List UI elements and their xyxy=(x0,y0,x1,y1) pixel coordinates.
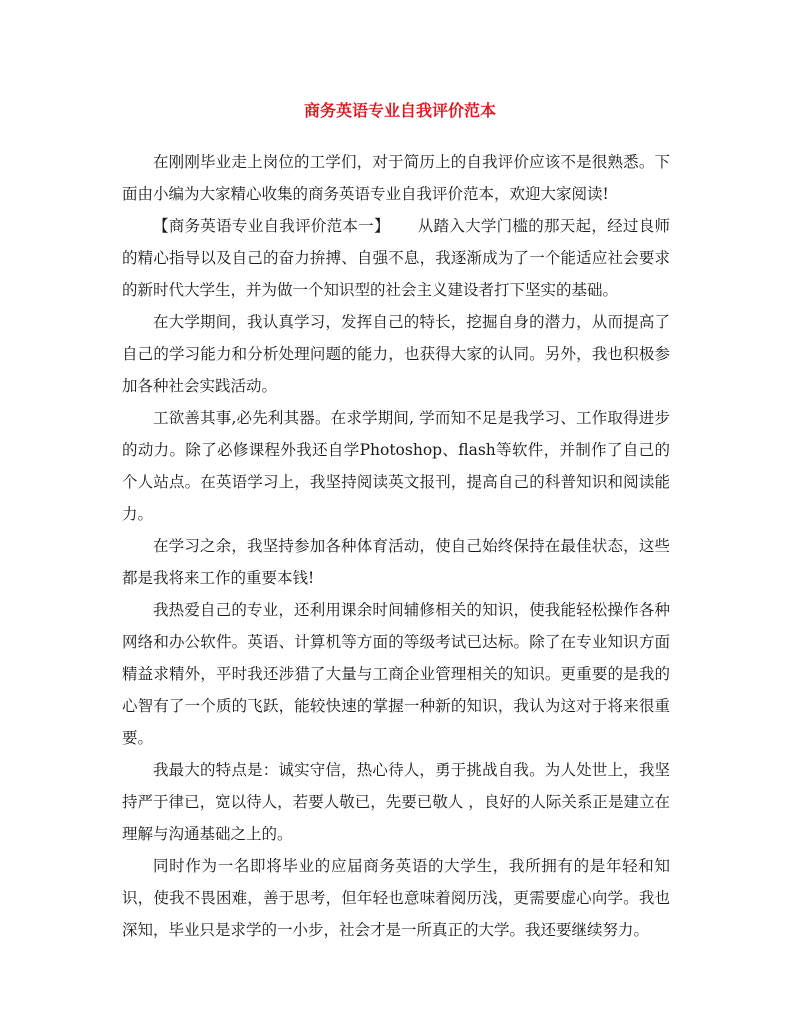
body-paragraph: 在大学期间，我认真学习，发挥自己的特长，挖掘自身的潜力，从而提高了自己的学习能力和分析处理问题的能力，也获得大家的认同。另外，我也积极参加各种社会实践活动。 xyxy=(122,313,670,395)
body-paragraph: 在学习之余，我坚持参加各种体育活动，使自己始终保持在最佳状态，这些都是我将来工作的重要本钱! xyxy=(122,537,670,587)
body-paragraph: 工欲善其事,必先利其器。在求学期间, 学而知不足是我学习、工作取得进步的动力。除了必修课程外我还自学Photoshop、flash等软件，并制作了自己的个人站点。在英语学习上，我坚持阅读英文报刊，提高自己的科普知识和阅读能力。 xyxy=(122,409,670,523)
document-body xyxy=(122,146,670,946)
body-paragraph: 我热爱自己的专业，还利用课余时间辅修相关的知识，使我能轻松操作各种网络和办公软件。英语、计算机等方面的等级考试已达标。除了在专业知识方面精益求精外，平时我还涉猎了大量与工商企业管理相关的知识。更重要的是我的心智有了一个质的飞跃，能较快速的掌握一种新的知识，我认为这对于将来很重要。 xyxy=(122,601,670,747)
body-paragraph: 我最大的特点是：诚实守信，热心待人，勇于挑战自我。为人处世上，我坚持严于律已，宽以待人，若要人敬已，先要已敬人 ，良好的人际关系正是建立在理解与沟通基础之上的。 xyxy=(122,761,670,843)
body-paragraph: 同时作为一名即将毕业的应届商务英语的大学生，我所拥有的是年轻和知识，使我不畏困难，善于思考，但年轻也意味着阅历浅，更需要虚心向学。我也深知，毕业只是求学的一小步，社会才是一所真正的大学。我还要继续努力。 xyxy=(122,857,670,939)
intro-paragraph: 在刚刚毕业走上岗位的工学们，对于简历上的自我评价应该不是很熟悉。下面由小编为大家精心收集的商务英语专业自我评价范本，欢迎大家阅读! xyxy=(122,153,670,203)
section-heading: 【商务英语专业自我评价范本一】 xyxy=(153,217,390,235)
section-paragraph xyxy=(122,210,670,306)
page-title: 商务英语专业自我评价范本 xyxy=(303,101,496,120)
section-first-text: 从踏入大学门槛的那天起，经过良师的精心指导以及自己的奋力拚搏、自强不息，我逐渐成为了一个能适应社会要求的新时代大学生，并为做一个知识型的社会主义建设者打下坚实的基础。 xyxy=(122,217,670,299)
